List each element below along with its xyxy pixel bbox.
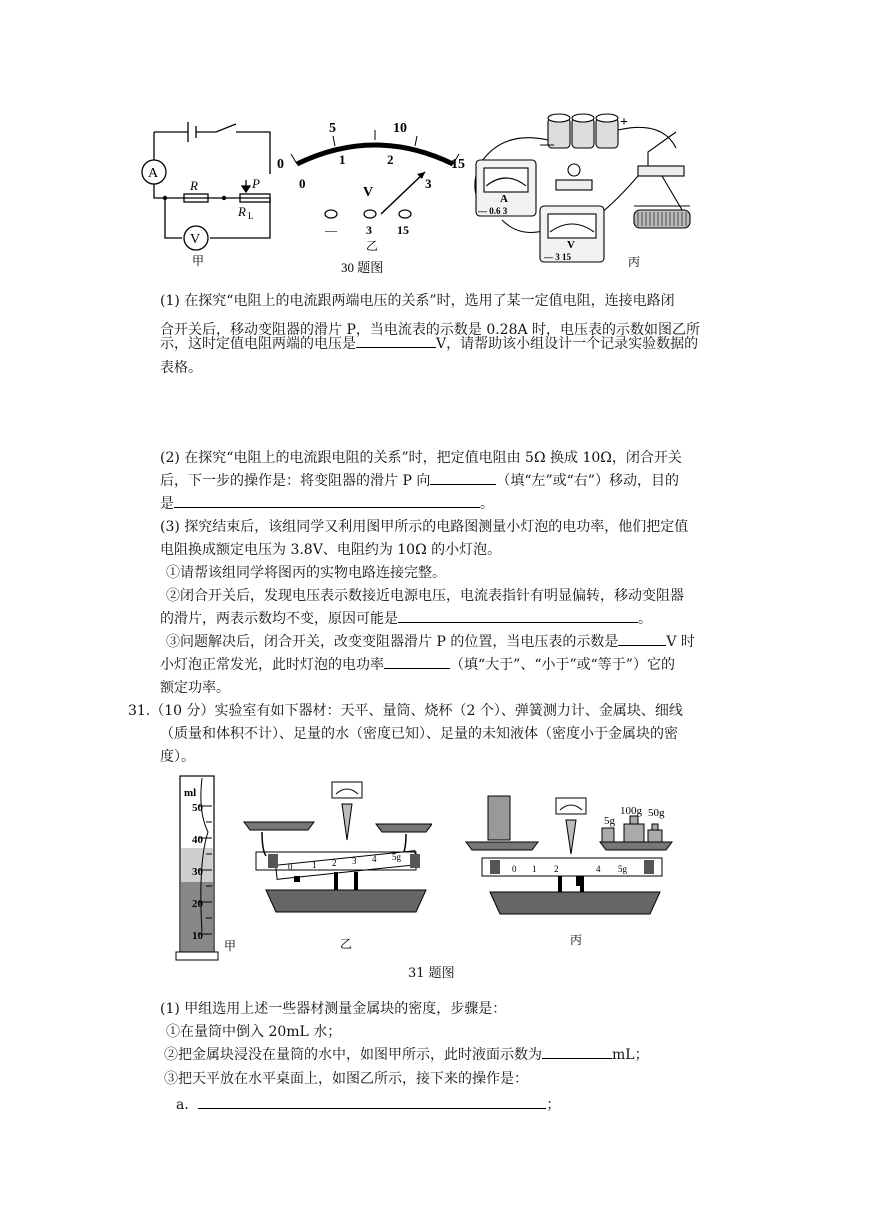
q30-p3-step1: ①请帮该组同学将图丙的实物电路连接完整。 [166,565,446,581]
q31-line2: （质量和体积不计）、足量的水（密度已知）、足量的未知液体（密度小于金属块的密 [160,726,678,742]
resistor-label: R [190,178,198,193]
q30-p3-step2-line2 [160,608,652,630]
scale-top-0: 0 [277,157,284,172]
q30-p3-step3-line1 [166,631,695,653]
q31-step2-a: ②把金属块浸没在量筒的水中，如图甲所示，此时液面示数为 [164,1047,542,1063]
ammeter-symbol: A [148,166,159,181]
q31-step1: ①在量筒中倒入 20mL 水； [166,1024,342,1040]
physical-circuit-bing [462,110,712,270]
ammeter-terminals: — 0.6 3 [478,206,508,216]
circuit-diagram-jia [128,112,278,272]
weight-100g: 100g [620,805,642,817]
fig31-label-jia: 甲 [224,939,237,953]
ruler-0: 0 [288,862,293,872]
answer-blank-reason[interactable] [398,608,638,623]
mark-20: 20 [192,898,203,910]
ruler-4: 4 [372,854,377,864]
ruler-bing-2: 2 [554,864,559,874]
q31-step3: ③把天平放在水平桌面上，如图乙所示，接下来的操作是： [164,1071,528,1087]
q31-step3a-label: a． [176,1097,199,1113]
q31-line1: 31.（10 分）实验室有如下器材：天平、量筒、烧杯（2 个）、弹簧测力计、金属块、细线 [128,703,683,719]
q30-p3-step2-line2-a: 的滑片，两表示数均不变，原因可能是 [160,611,398,627]
voltmeter-letter: V [567,239,575,251]
answer-blank-power-compare[interactable] [384,654,450,669]
fig31-label-bing: 丙 [570,933,583,947]
ruler-2: 2 [332,858,337,868]
graduated-cylinder-jia [172,772,242,964]
q30-p3-step2-line1: ②闭合开关后，发现电压表示数接近电源电压，电流表指针有明显偏转，移动变阻器 [166,588,684,604]
mark-50: 50 [192,802,203,814]
fig-label-yi: 乙 [366,239,379,253]
battery-pos-sign: + [620,115,628,130]
figure-30-caption: 30 题图 [341,260,384,275]
answer-blank-step-a[interactable] [198,1094,546,1109]
answer-blank-voltmeter-reading[interactable] [618,631,666,646]
battery-neg-sign: — [540,137,554,152]
terminal-15: 15 [397,223,409,237]
q30-p2-line3 [160,493,494,515]
ruler-1: 1 [312,860,317,870]
voltmeter-dial-yi [275,118,475,278]
q30-p1-line3-b: V，请帮助该小组设计一个记录实验数据的 [436,336,699,352]
ruler-bing-5g: 5g [618,864,627,874]
q30-p1-line4: 表格。 [160,360,202,376]
answer-blank-purpose[interactable] [174,493,480,508]
fig-label-jia: 甲 [192,254,205,268]
voltmeter-terminals: — 3 15 [544,252,571,262]
q30-p1-line2: 合开关后，移动变阻器的滑片 P，当电流表的示数是 0.28A 时，电压表的示数如图乙所 [160,322,701,338]
q30-p3-step3-line2 [160,654,675,676]
fig31-label-yi: 乙 [340,937,353,951]
weight-5g: 5g [604,815,615,827]
q30-p2-line3-a: 是 [160,496,174,512]
scale-bottom-3: 3 [425,176,432,191]
q31-step2 [164,1044,649,1066]
q30-p3-step3-line2-a: 小灯泡正常发光，此时灯泡的电功率 [160,657,384,673]
q30-p1-line1: (1) 在探究“电阻上的电流跟两端电压的关系”时，选用了某一定值电阻，连接电路闭 [160,293,675,309]
answer-blank-direction[interactable] [430,470,496,485]
q30-p2-line2 [160,470,679,492]
q30-p3-step3-line1-b: V 时 [666,634,695,650]
rheostat-sub: L [248,211,254,221]
cylinder-unit: ml [184,787,197,799]
q31-step3a-end: ； [546,1097,561,1113]
meter-unit: V [363,185,374,200]
mark-40: 40 [192,834,203,846]
q30-p2-line2-b: （填“左”或“右”）移动，目的 [496,473,679,489]
mark-10: 10 [192,930,203,942]
scale-top-15: 15 [451,157,465,172]
q31-step3a [176,1094,560,1116]
q30-p2-line2-a: 后，下一步的操作是：将变阻器的滑片 P 向 [160,473,431,489]
q31-step2-b: mL； [612,1047,649,1063]
q30-p3-step3-line1-a: ③问题解决后，闭合开关，改变变阻器滑片 P 的位置，当电压表的示数是 [166,634,619,650]
ammeter-letter: A [500,193,508,205]
scale-top-5: 5 [329,121,336,136]
q31-line3: 度）。 [160,749,195,765]
scale-bottom-0: 0 [299,176,306,191]
answer-blank-voltage[interactable] [356,333,436,348]
slider-label: P [252,176,260,191]
terminal-neg: — [325,223,337,237]
balance-yi [236,780,432,955]
scale-bottom-2: 2 [387,152,394,167]
q30-p3-line2: 电阻换成额定电压为 3.8V、电阻约为 10Ω 的小灯泡。 [160,542,502,558]
ruler-bing-1: 1 [532,864,537,874]
q30-p3-step2-line2-b: 。 [638,611,652,627]
mark-30: 30 [192,866,203,878]
q30-p3-step3-line3: 额定功率。 [160,680,230,696]
q30-p3-line1: (3) 探究结束后，该组同学又利用图甲所示的电路图测量小灯泡的电功率，他们把定值 [160,519,689,535]
voltmeter-symbol: V [190,232,201,247]
ruler-3: 3 [352,856,357,866]
q30-p3-step3-line2-b: （填“大于”、“小于”或“等于”）它的 [450,657,675,673]
figure-31-caption: 31 题图 [408,966,455,981]
answer-blank-volume[interactable] [542,1044,612,1059]
rheostat-label: R [238,204,246,219]
ruler-bing-0: 0 [512,864,517,874]
terminal-3: 3 [366,223,372,237]
ruler-bing-4: 4 [596,864,601,874]
balance-bing [460,780,680,955]
q30-p1-line3 [160,333,698,355]
weight-50g: 50g [648,807,665,819]
ruler-5g: 5g [392,852,401,862]
q30-p1-line3-a: 示，这时定值电阻两端的电压是 [160,336,356,352]
q31-step-intro: (1) 甲组选用上述一些器材测量金属块的密度，步骤是： [160,1001,507,1017]
scale-bottom-1: 1 [339,152,346,167]
q30-p2-line3-b: 。 [480,496,494,512]
scale-top-10: 10 [393,121,407,136]
fig-label-bing: 丙 [628,255,641,269]
q30-p2-line1: (2) 在探究“电阻上的电流跟电阻的关系”时，把定值电阻由 5Ω 换成 10Ω，闭合开关 [160,450,682,466]
